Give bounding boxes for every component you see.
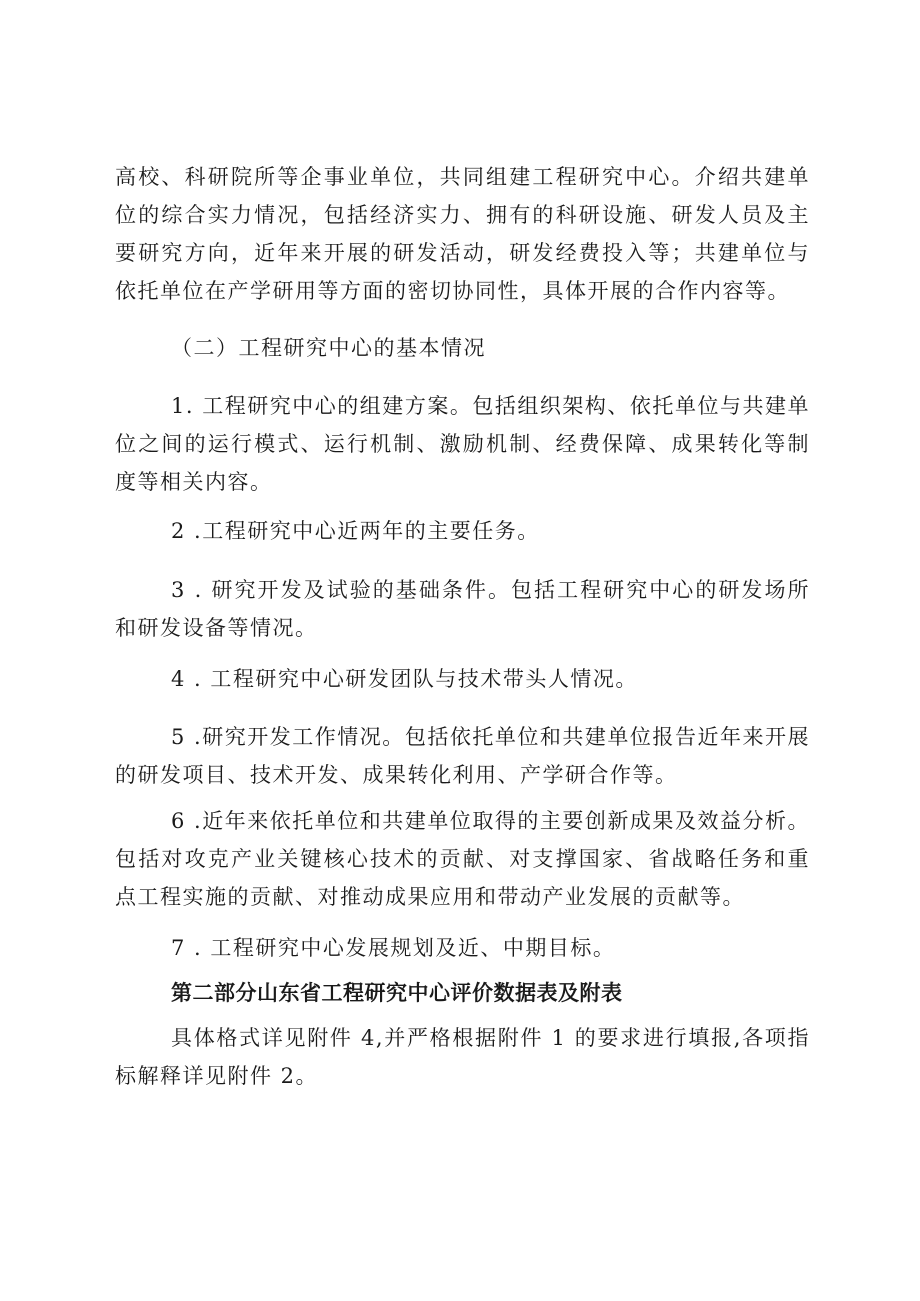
list-item-7: 7 . 工程研究中心发展规划及近、中期目标。 xyxy=(171,936,616,960)
list-item-1: 1. 工程研究中心的组建方案。包括组织架构、依托单位与共建单位之间的运行模式、运行机制、激励机制、经费保障、成果转化等制度等相关内容。 xyxy=(115,394,810,494)
section-heading-basic-info: （二）工程研究中心的基本情况 xyxy=(171,336,486,360)
part-two-heading: 第二部分山东省工程研究中心评价数据表及附表 xyxy=(171,981,623,1005)
paragraph-cobuild-units: 高校、科研院所等企事业单位，共同组建工程研究中心。介绍共建单位的综合实力情况，包括经济实力、拥有的科研设施、研发人员及主要研究方向，近年来开展的研发活动，研发经费投入等；共建单位与依托单位在产学研用等方面的密切协同性，具体开展的合作内容等。 xyxy=(115,165,810,303)
list-item-3: 3 . 研究开发及试验的基础条件。包括工程研究中心的研发场所和研发设备等情况。 xyxy=(115,578,810,640)
list-item-4: 4 . 工程研究中心研发团队与技术带头人情况。 xyxy=(171,667,638,691)
part-two-body: 具体格式详见附件 4,并严格根据附件 1 的要求进行填报,各项指标解释详见附件 2。 xyxy=(115,1026,810,1088)
list-item-6: 6 .近年来依托单位和共建单位取得的主要创新成果及效益分析。包括对攻克产业关键核心技术的贡献、对支撑国家、省战略任务和重点工程实施的贡献、对推动成果应用和带动产业发展的贡献等。 xyxy=(115,809,810,909)
list-item-5: 5 .研究开发工作情况。包括依托单位和共建单位报告近年来开展的研发项目、技术开发、成果转化利用、产学研合作等。 xyxy=(115,725,810,787)
list-item-2: 2 .工程研究中心近两年的主要任务。 xyxy=(171,519,540,543)
